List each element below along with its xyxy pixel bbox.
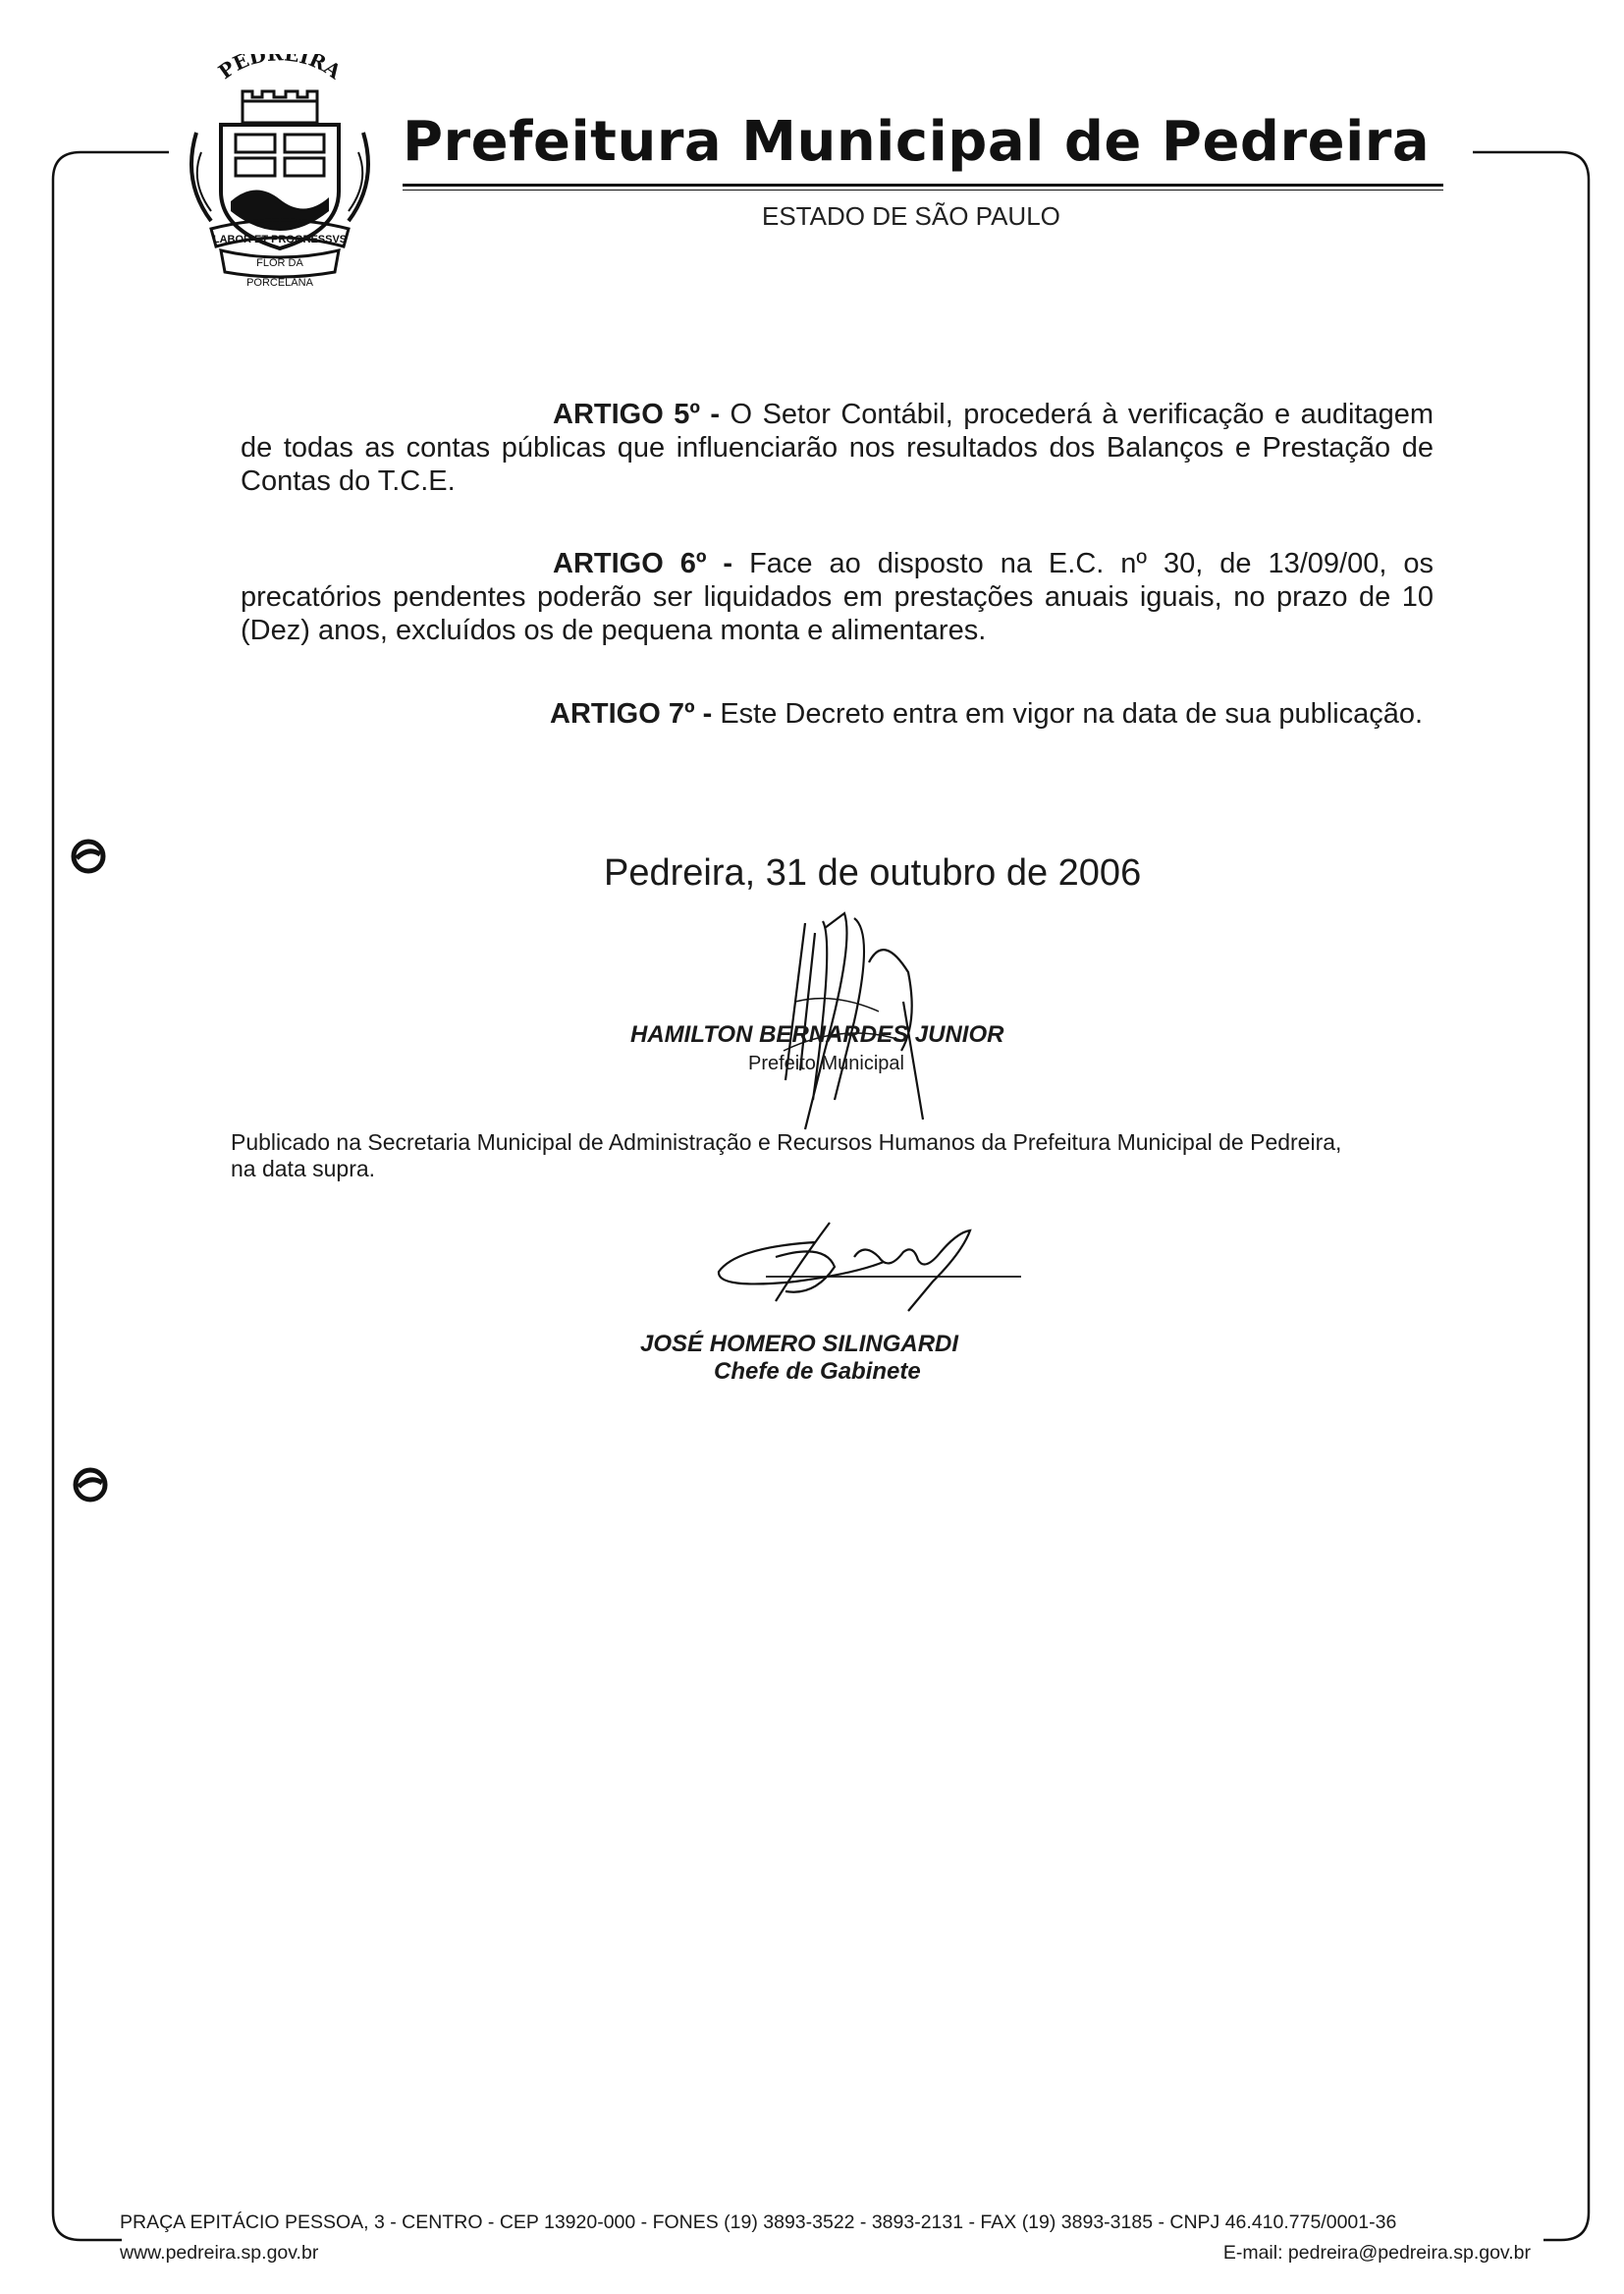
article-7-first-line: Este Decreto entra em vigor na data de sua publicação. <box>720 698 1424 730</box>
article-6 <box>241 547 1434 647</box>
crest-motto: LABOR ET PROGRESSVS <box>212 234 348 246</box>
crest-ribbon-line2: PORCELANA <box>246 277 313 289</box>
letterhead-state: ESTADO DE SÃO PAULO <box>762 201 1060 231</box>
article-6-label: ARTIGO 6º - <box>553 548 733 579</box>
footer-email: E-mail: pedreira@pedreira.sp.gov.br <box>1222 2242 1531 2264</box>
svg-text:PEDREIRA <box>214 54 347 83</box>
signatory-1-role: Prefeito Municipal <box>748 1053 904 1074</box>
article-7-label: ARTIGO 7º - <box>550 698 713 730</box>
footer-website: www.pedreira.sp.gov.br <box>120 2242 319 2264</box>
article-5 <box>241 398 1434 498</box>
article-7 <box>241 697 1434 731</box>
signatory-2-role: Chefe de Gabinete <box>714 1358 921 1385</box>
signatory-2-name: JOSÉ HOMERO SILINGARDI <box>640 1331 959 1357</box>
article-6-first-line: Face ao disposto na E.C. nº 30, de 13/09/00, os precatórios <box>241 548 1435 613</box>
article-5-rest: todas as contas públicas que influenciarão nos resultados dos Balanços e Prestação de Contas do T.C.E. <box>241 432 1434 497</box>
article-5-label: ARTIGO 5º - <box>553 399 721 430</box>
binder-hole-mark <box>71 1465 110 1504</box>
letterhead-title: Prefeitura Municipal de Pedreira <box>403 110 1431 174</box>
article-5-first-line: O Setor Contábil, procederá à verificação e auditagem de <box>241 399 1434 464</box>
crest-ribbon-line1: FLOR DA <box>256 257 303 269</box>
footer-address: PRAÇA EPITÁCIO PESSOA, 3 - CENTRO - CEP 13920-000 - FONES (19) 3893-3522 - 3893-2131 - FAX (19) 3893-3185 - CNPJ 46.410.775/0001-36 <box>120 2212 1397 2233</box>
publication-note: Publicado na Secretaria Municipal de Administração e Recursos Humanos da Prefeitura Municipal de Pedreira, na data supra. <box>231 1129 1342 1181</box>
article-6-rest: pendentes poderão ser liquidados em prestações anuais iguais, no prazo de 10 (Dez) anos, excluídos os de pequena monta e alimentares. <box>241 581 1435 646</box>
binder-hole-mark <box>69 837 108 876</box>
municipal-crest <box>182 54 378 290</box>
crest-top-text: PED EIRA <box>213 54 347 84</box>
header-rule <box>403 184 1443 187</box>
date-line: Pedreira, 31 de outubro de 2006 <box>604 852 1142 894</box>
header-rule-thin <box>403 190 1443 191</box>
signatory-1-name: HAMILTON BERNARDES JUNIOR <box>630 1021 1004 1048</box>
